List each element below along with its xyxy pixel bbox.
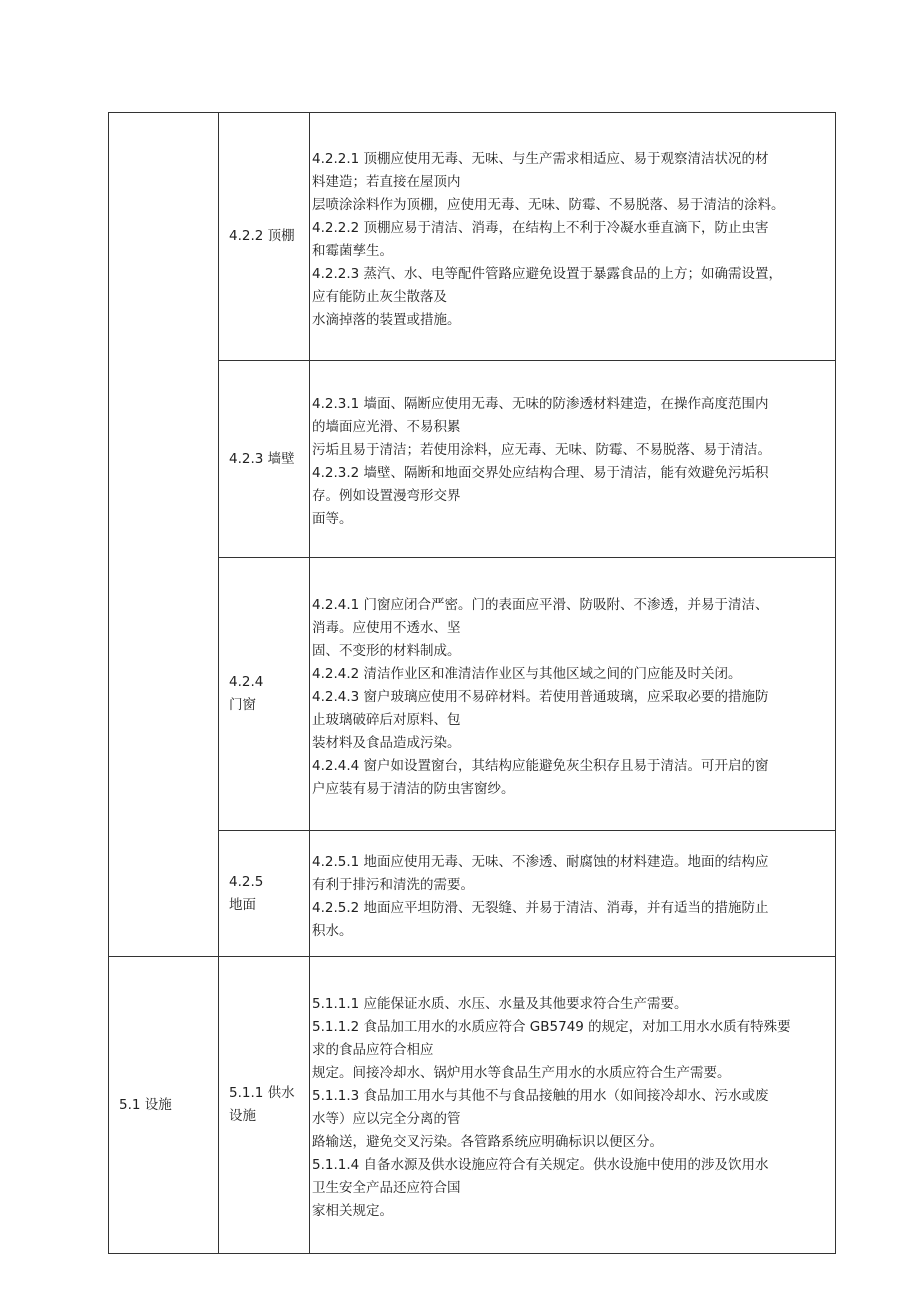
subsection-cell — [219, 361, 310, 558]
requirement-line: 5.1.1.4 自备水源及供水设施应符合有关规定。供水设施中使用的涉及饮用水 — [312, 1157, 769, 1173]
subsection-label: 4.2.3 墙壁 — [229, 450, 295, 467]
subsection-cell — [219, 957, 310, 1254]
requirement-line: 和霉菌孳生。 — [312, 242, 393, 259]
table-row — [109, 558, 836, 831]
requirement-line: 料建造；若直接在屋顶内 — [312, 173, 461, 190]
table-row — [109, 113, 836, 361]
subsection-label: 4.2.5 — [229, 873, 264, 890]
table-row — [109, 957, 836, 1254]
subsection-label: 4.2.4 — [229, 674, 264, 690]
requirement-line: 水滴掉落的装置或措施。 — [312, 311, 461, 328]
subsection-label: 设施 — [229, 1108, 256, 1124]
requirement-line: 固、不变形的材料制成。 — [312, 642, 461, 659]
requirement-line: 4.2.2.1 顶棚应使用无毒、无味、与生产需求相适应、易于观察清洁状况的材 — [312, 150, 769, 167]
requirement-cell — [310, 831, 836, 957]
requirement-cell — [310, 361, 836, 558]
requirement-line: 有利于排污和清洗的需要。 — [312, 876, 474, 893]
subsection-label: 地面 — [229, 896, 256, 913]
requirement-line: 5.1.1.2 食品加工用水的水质应符合 GB5749 的规定，对加工用水水质有特殊要 — [312, 1019, 791, 1035]
subsection-label: 4.2.2 顶棚 — [229, 228, 295, 244]
requirement-line: 4.2.4.2 清洁作业区和准清洁作业区与其他区域之间的门应能及时关闭。 — [312, 665, 742, 682]
subsection-cell — [219, 831, 310, 957]
table-row — [109, 361, 836, 558]
requirement-line: 4.2.4.4 窗户如设置窗台，其结构应能避免灰尘积存且易于清洁。可开启的窗 — [312, 757, 769, 774]
requirement-line: 的墙面应光滑、不易积累 — [312, 419, 461, 435]
requirement-line: 4.2.5.2 地面应平坦防滑、无裂缝、并易于清洁、消毒，并有适当的措施防止 — [312, 899, 769, 916]
table-body — [109, 113, 836, 1254]
subsection-label: 门窗 — [229, 697, 256, 713]
requirement-line: 水等）应以完全分离的管 — [312, 1111, 461, 1127]
requirement-line: 路输送，避免交叉污染。各管路系统应明确标识以便区分。 — [312, 1134, 663, 1150]
requirement-line: 应有能防止灰尘散落及 — [312, 288, 447, 305]
requirement-line: 4.2.3.1 墙面、隔断应使用无毒、无味的防渗透材料建造，在操作高度范围内 — [312, 396, 769, 412]
section-label: 5.1 设施 — [119, 1096, 172, 1113]
requirement-line: 积水。 — [312, 922, 353, 939]
requirement-line: 4.2.2.2 顶棚应易于清洁、消毒，在结构上不利于冷凝水垂直滴下，防止虫害 — [312, 219, 769, 236]
requirement-line: 5.1.1.1 应能保证水质、水压、水量及其他要求符合生产需要。 — [312, 996, 688, 1012]
requirements-table — [108, 112, 836, 1254]
requirement-line: 存。例如设置漫弯形交界 — [312, 488, 461, 504]
requirement-line: 4.2.4.3 窗户玻璃应使用不易碎材料。若使用普通玻璃，应采取必要的措施防 — [312, 688, 769, 705]
section-cell — [109, 113, 219, 957]
requirement-line: 4.2.4.1 门窗应闭合严密。门的表面应平滑、防吸附、不渗透，并易于清洁、 — [312, 596, 769, 613]
requirement-line: 装材料及食品造成污染。 — [312, 734, 461, 751]
requirement-line: 4.2.3.2 墙壁、隔断和地面交界处应结构合理、易于清洁，能有效避免污垢积 — [312, 465, 769, 481]
requirement-line: 5.1.1.3 食品加工用水与其他不与食品接触的用水（如间接冷却水、污水或废 — [312, 1088, 769, 1104]
requirement-line: 污垢且易于清洁；若使用涂料，应无毒、无味、防霉、不易脱落、易于清洁。 — [312, 442, 771, 458]
requirement-line: 家相关规定。 — [312, 1203, 393, 1219]
requirement-line: 消毒。应使用不透水、坚 — [312, 619, 461, 636]
requirement-line: 层喷涂涂料作为顶棚，应使用无毒、无味、防霉、不易脱落、易于清洁的涂料。 — [312, 196, 785, 213]
requirement-line: 4.2.5.1 地面应使用无毒、无味、不渗透、耐腐蚀的材料建造。地面的结构应 — [312, 853, 769, 870]
requirement-cell — [310, 957, 836, 1254]
section-cell — [109, 957, 219, 1254]
table-row — [109, 831, 836, 957]
requirement-line: 户应装有易于清洁的防虫害窗纱。 — [312, 780, 515, 797]
subsection-cell — [219, 558, 310, 831]
subsection-cell — [219, 113, 310, 361]
requirement-line: 卫生安全产品还应符合国 — [312, 1180, 461, 1196]
requirement-line: 面等。 — [312, 511, 353, 527]
requirement-line: 4.2.2.3 蒸汽、水、电等配件管路应避免设置于暴露食品的上方；如确需设置， — [312, 265, 783, 282]
requirement-line: 止玻璃破碎后对原料、包 — [312, 711, 461, 728]
requirement-line: 规定。间接冷却水、锅炉用水等食品生产用水的水质应符合生产需要。 — [312, 1065, 731, 1081]
requirement-cell — [310, 113, 836, 361]
requirement-line: 求的食品应符合相应 — [312, 1042, 434, 1058]
requirement-cell — [310, 558, 836, 831]
subsection-label: 5.1.1 供水 — [229, 1085, 295, 1101]
